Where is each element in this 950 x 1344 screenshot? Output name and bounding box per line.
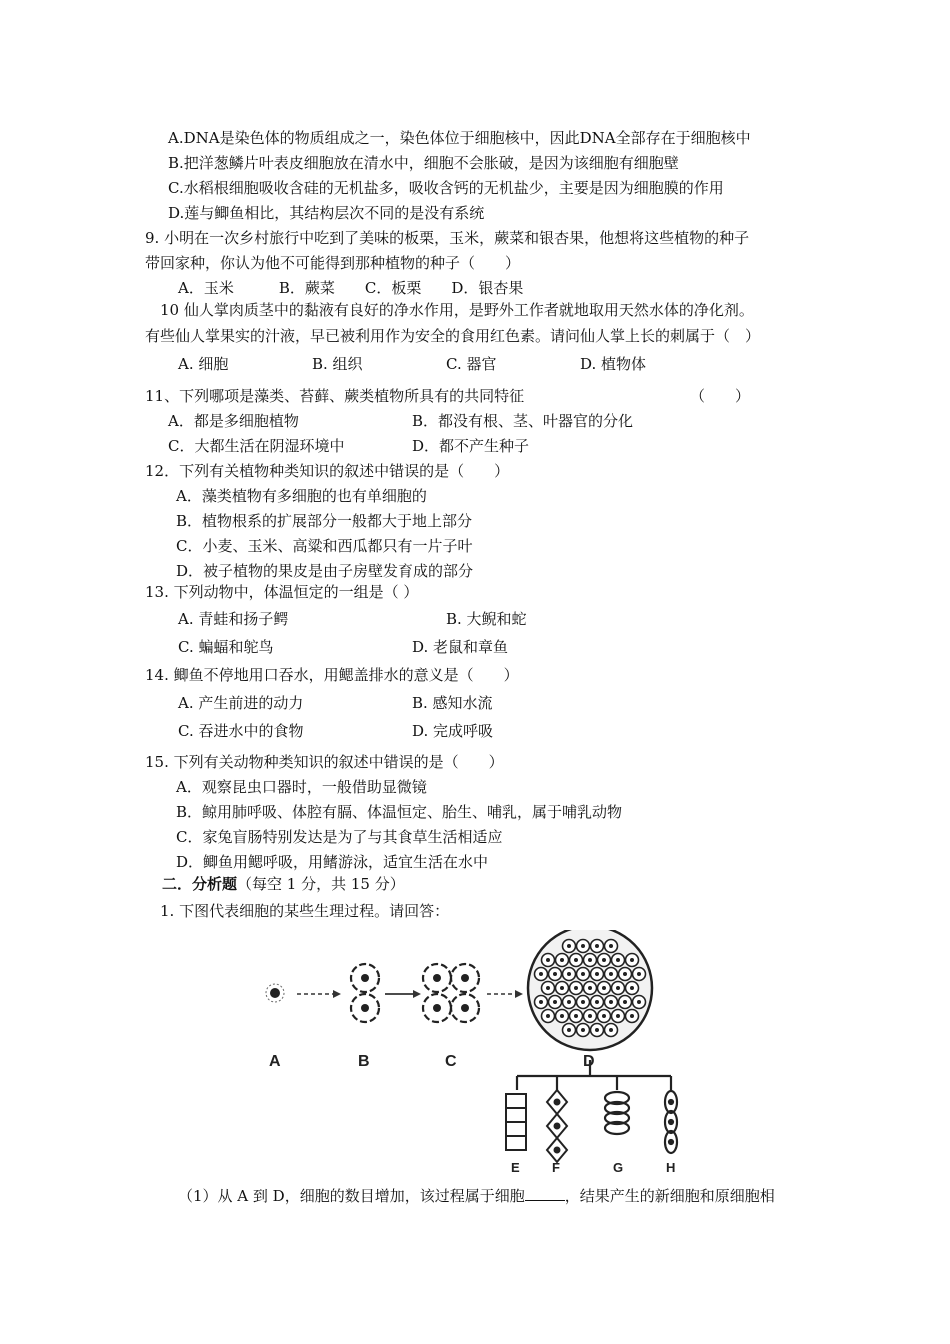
tissue-h <box>665 1091 677 1153</box>
tissue-e <box>506 1094 526 1150</box>
cluster-cell-nucleus <box>609 972 613 976</box>
analysis-q1-part1 <box>178 1186 775 1206</box>
q12-stem: 12．下列有关植物种类知识的叙述中错误的是（ ） <box>145 462 510 480</box>
cluster-cell-nucleus <box>623 972 627 976</box>
label-a: A <box>269 1053 281 1070</box>
cluster-cell-nucleus <box>588 958 592 962</box>
cluster-cell-nucleus <box>588 1014 592 1018</box>
analysis-q1-stem: 1. 下图代表细胞的某些生理过程。请回答： <box>160 902 450 920</box>
q14-option-a: A. 产生前进的动力 <box>178 694 304 712</box>
cluster-cell-nucleus <box>539 972 543 976</box>
cell-a <box>266 984 284 1002</box>
q10-option-a: A. 细胞 <box>178 355 229 373</box>
section-2-title: 二．分析题 <box>162 875 238 893</box>
q10-stem-line2: 有些仙人掌果实的汁液，早已被利用作为安全的食用红色素。请问仙人掌上长的刺属于（ ） <box>145 327 761 345</box>
q9-stem-line2: 带回家种，你认为他不可能得到那种植物的种子（ ） <box>145 254 521 272</box>
q11-answer-paren: （ ） <box>690 387 751 405</box>
cluster-cell-nucleus <box>595 944 599 948</box>
cluster-cell-nucleus <box>581 944 585 948</box>
cluster-cell-nucleus <box>539 1000 543 1004</box>
q12-option-d: D．被子植物的果皮是由子房壁发育成的部分 <box>176 562 474 580</box>
cluster-cell-nucleus <box>567 972 571 976</box>
q11-option-d: D．都不产生种子 <box>412 437 530 455</box>
q8-option-b: B.把洋葱鳞片叶表皮细胞放在清水中，细胞不会胀破，是因为该细胞有细胞壁 <box>168 154 679 172</box>
cluster-cell-nucleus <box>567 1000 571 1004</box>
q13-option-a: A. 青蛙和扬子鳄 <box>178 610 289 628</box>
q15-option-b: B．鲸用肺呼吸、体腔有膈、体温恒定、胎生、哺乳，属于哺乳动物 <box>176 803 623 821</box>
label-g: G <box>613 1160 624 1175</box>
cluster-cell-nucleus <box>609 1028 613 1032</box>
q14-option-c: C. 吞进水中的食物 <box>178 722 304 740</box>
part1-text-after: ，结果产生的新细胞和原细胞相 <box>564 1187 775 1205</box>
q12-option-b: B．植物根系的扩展部分一般都大于地上部分 <box>176 512 473 530</box>
q13-option-c: C. 蝙蝠和鸵鸟 <box>178 638 274 656</box>
cluster-cell-nucleus <box>595 1028 599 1032</box>
q12-option-a: A．藻类植物有多细胞的也有单细胞的 <box>176 487 427 505</box>
q14-option-b: B. 感知水流 <box>412 694 493 712</box>
cluster-cell-nucleus <box>581 972 585 976</box>
cluster-cell-nucleus <box>609 944 613 948</box>
cluster-cell-nucleus <box>602 1014 606 1018</box>
q13-option-b: B. 大鲵和蛇 <box>446 610 527 628</box>
cluster-cell-nucleus <box>553 1000 557 1004</box>
cluster-cell-nucleus <box>602 958 606 962</box>
cluster-cell-nucleus <box>616 958 620 962</box>
cluster-cell-nucleus <box>546 958 550 962</box>
cell-c <box>423 964 479 1022</box>
q13-stem: 13. 下列动物中，体温恒定的一组是（ ） <box>145 583 419 601</box>
cluster-cell-nucleus <box>574 958 578 962</box>
cluster-cell-nucleus <box>616 1014 620 1018</box>
part1-text-before: （1）从 A 到 D，细胞的数目增加，该过程属于细胞 <box>178 1187 525 1205</box>
q10-option-c: C. 器官 <box>446 355 497 373</box>
cluster-cell-nucleus <box>567 1028 571 1032</box>
cluster-cell-nucleus <box>560 1014 564 1018</box>
q8-option-d: D.莲与鲫鱼相比，其结构层次不同的是没有系统 <box>168 204 485 222</box>
answer-blank[interactable] <box>525 1186 565 1201</box>
q13-option-d: D. 老鼠和章鱼 <box>412 638 509 656</box>
q8-option-c: C.水稻根细胞吸收含硅的无机盐多，吸收含钙的无机盐少，主要是因为细胞膜的作用 <box>168 179 724 197</box>
label-d: D <box>583 1053 595 1070</box>
q15-option-d: D．鲫鱼用鳃呼吸，用鳍游泳，适宜生活在水中 <box>176 853 489 871</box>
section-2-heading <box>162 874 405 894</box>
cluster-cell-nucleus <box>609 1000 613 1004</box>
q10-stem-line1: 10 仙人掌肉质茎中的黏液有良好的净水作用，是野外工作者就地取用天然水体的净化剂。 <box>160 301 754 319</box>
cluster-cell-nucleus <box>637 1000 641 1004</box>
cluster-cell-nucleus <box>567 944 571 948</box>
q12-option-c: C．小麦、玉米、高粱和西瓜都只有一片子叶 <box>176 537 473 555</box>
cluster-cell-nucleus <box>602 986 606 990</box>
cluster-cell-nucleus <box>553 972 557 976</box>
cluster-cell-nucleus <box>616 986 620 990</box>
tissue-g <box>605 1092 629 1134</box>
q15-option-a: A．观察昆虫口器时，一般借助显微镜 <box>176 778 427 796</box>
cluster-cell-nucleus <box>630 958 634 962</box>
section-2-score-note: （每空 1 分，共 15 分） <box>237 875 405 893</box>
cell-d-cluster <box>528 930 652 1050</box>
cluster-cell-nucleus <box>581 1028 585 1032</box>
cluster-cell-nucleus <box>623 1000 627 1004</box>
q11-stem: 11、下列哪项是藻类、苔藓、蕨类植物所具有的共同特征 <box>145 387 525 405</box>
label-e: E <box>511 1160 520 1175</box>
cell-division-diagram <box>255 930 695 1180</box>
cluster-cell-nucleus <box>560 958 564 962</box>
label-h: H <box>666 1160 676 1175</box>
cluster-cell-nucleus <box>546 1014 550 1018</box>
cluster-cell-nucleus <box>630 1014 634 1018</box>
q11-option-a: A．都是多细胞植物 <box>168 412 299 430</box>
q14-option-d: D. 完成呼吸 <box>412 722 494 740</box>
cluster-cell-nucleus <box>595 972 599 976</box>
cluster-cell-nucleus <box>574 986 578 990</box>
q10-option-d: D. 植物体 <box>580 355 647 373</box>
arrow-b-c <box>385 990 421 998</box>
label-f: F <box>552 1160 560 1175</box>
cluster-cell-nucleus <box>595 1000 599 1004</box>
cluster-cell-nucleus <box>637 972 641 976</box>
cluster-cell-nucleus <box>581 1000 585 1004</box>
q9-options: A．玉米 B．蕨菜 C．板栗 D．银杏果 <box>178 279 524 297</box>
cluster-cell-nucleus <box>574 1014 578 1018</box>
cluster-cell-nucleus <box>588 986 592 990</box>
label-c: C <box>445 1053 457 1070</box>
cell-b <box>351 964 379 1022</box>
cluster-cell-nucleus <box>560 986 564 990</box>
q10-option-b: B. 组织 <box>312 355 363 373</box>
arrow-c-d <box>487 990 523 998</box>
q15-option-c: C．家兔盲肠特别发达是为了与其食草生活相适应 <box>176 828 503 846</box>
label-b: B <box>358 1053 370 1070</box>
arrow-a-b <box>297 990 341 998</box>
q15-stem: 15. 下列有关动物种类知识的叙述中错误的是（ ） <box>145 753 504 771</box>
cluster-cell-nucleus <box>546 986 550 990</box>
q14-stem: 14. 鲫鱼不停地用口吞水，用鳃盖排水的意义是（ ） <box>145 666 519 684</box>
q8-option-a: A.DNA是染色体的物质组成之一，染色体位于细胞核中，因此DNA全部存在于细胞核中 <box>168 129 751 147</box>
q11-option-c: C．大都生活在阴湿环境中 <box>168 437 345 455</box>
q11-option-b: B．都没有根、茎、叶器官的分化 <box>412 412 634 430</box>
tissue-f <box>547 1090 567 1162</box>
q9-stem-line1: 9. 小明在一次乡村旅行中吃到了美味的板栗，玉米，蕨菜和银杏果，他想将这些植物的种子 <box>145 229 750 247</box>
cluster-cell-nucleus <box>630 986 634 990</box>
